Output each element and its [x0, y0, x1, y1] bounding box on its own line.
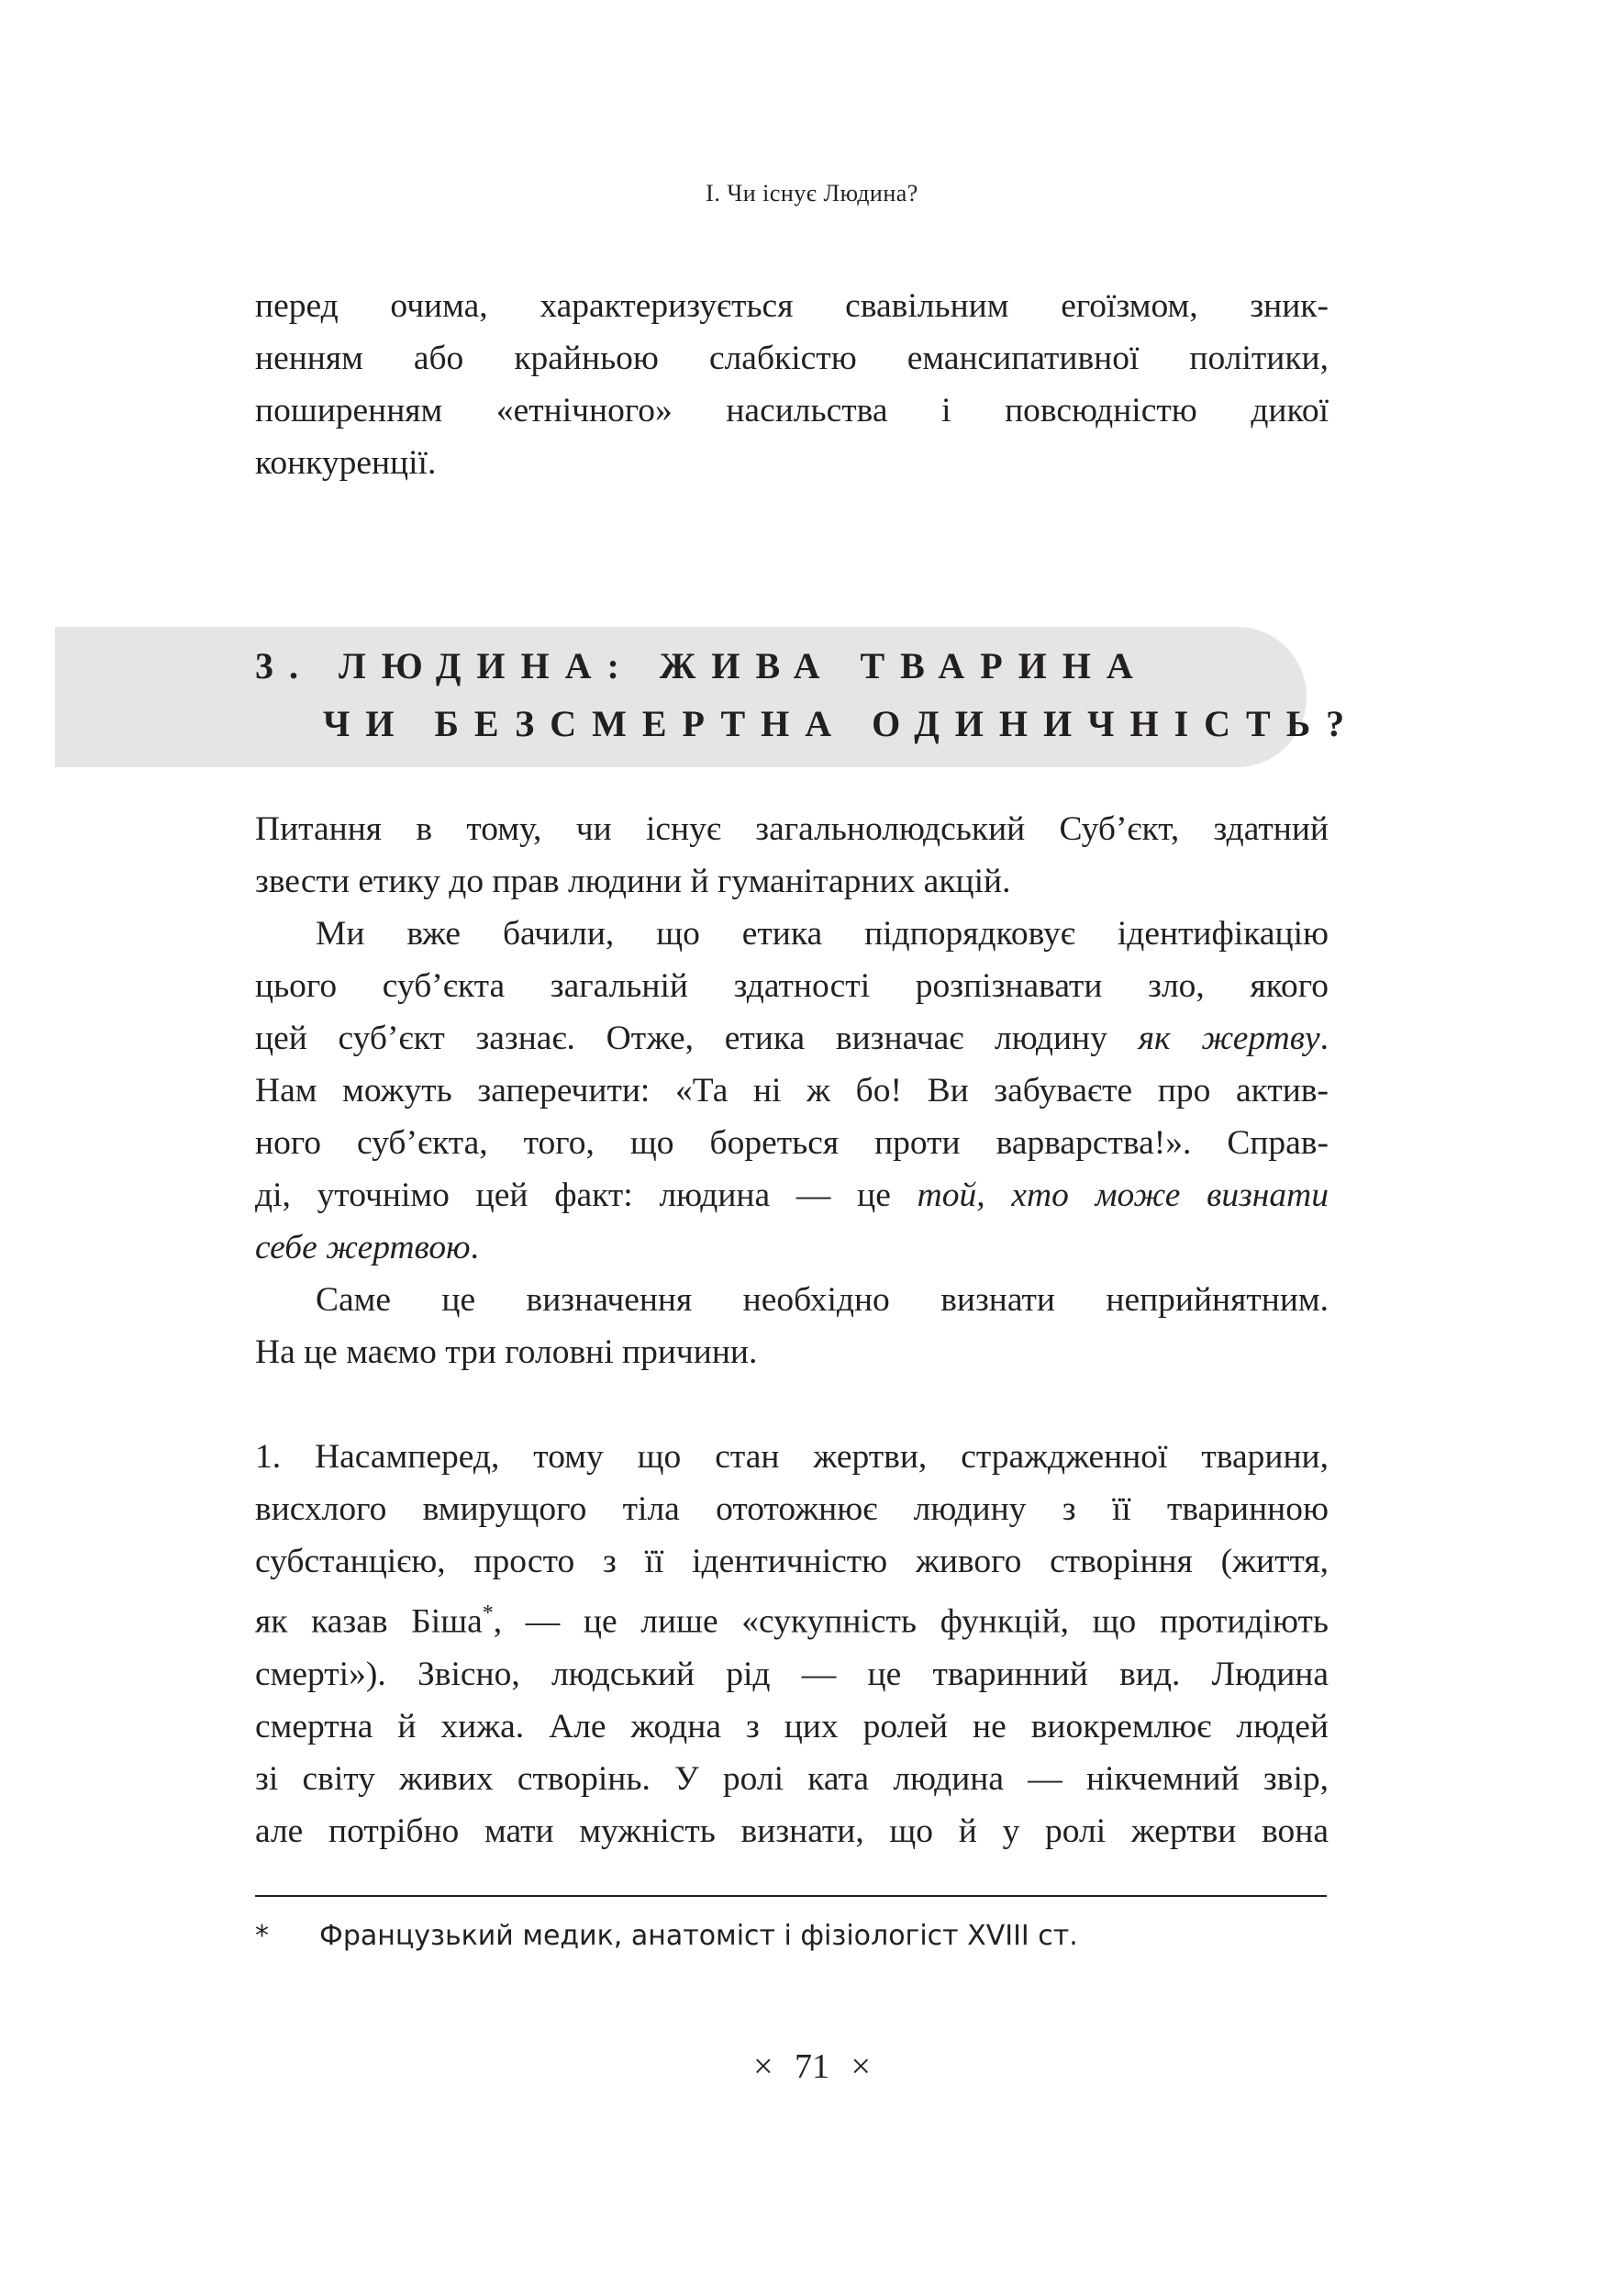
text-segment: , — це лише «сукупність функцій, що протидіють [493, 1602, 1329, 1641]
page-number [0, 2046, 1624, 2087]
paragraph-4 [255, 1431, 1329, 1857]
text-line: ного суб’єкта, того, що бореться проти варварства!». Справ- [255, 1124, 1329, 1162]
section-heading-line-1 [255, 644, 1149, 687]
italic-text: себе жертвою [255, 1229, 471, 1266]
text-line: звести етику до прав людини й гуманітарних акцій. [255, 863, 1011, 900]
footnote [255, 1920, 1078, 1952]
paragraph-1 [255, 803, 1329, 908]
paragraph-3 [255, 1274, 1329, 1378]
section-heading-line-2 [323, 702, 1360, 745]
text-line: 1. Насамперед, тому що стан жертви, страждженної тварини, [255, 1438, 1329, 1476]
text-line [255, 1221, 1329, 1274]
text-line: смертна й хижа. Але жодна з цих ролей не виокремлює людей [255, 1707, 1329, 1745]
text-line: зі світу живих створінь. У ролі ката людина — нікчемний звір, [255, 1759, 1329, 1798]
text-line: субстанцією, просто з її ідентичністю живого створіння (життя, [255, 1543, 1329, 1580]
text-line: Нам можуть заперечити: «Та ні ж бо! Ви забуваєте про актив- [255, 1072, 1329, 1110]
text-line [255, 1169, 1329, 1221]
text-line: Саме це визначення необхідно визнати неприйнятним. [316, 1281, 1329, 1319]
ornament-left-icon: × [753, 2047, 773, 2086]
running-head: I. Чи існує Людина? [706, 180, 918, 206]
text-line: Питання в тому, чи існує загальнолюдський Суб’єкт, здатний [255, 810, 1329, 848]
text-line [255, 1588, 1329, 1648]
text-line: висхлого вмирущого тіла ототожнює людину з її тваринною [255, 1490, 1329, 1528]
italic-text: той, хто може визнати [917, 1177, 1329, 1214]
page-number-value: 71 [795, 2047, 829, 2086]
text-line: смерті»). Звісно, людський рід — це тваринний вид. Людина [255, 1655, 1329, 1693]
footnote-text: Французький медик, анатоміст і фізіологіст XVIII ст. [319, 1920, 1078, 1952]
text-line: конкуренції. [255, 444, 437, 482]
text-line: ненням або крайньою слабкістю емансипативної політики, [255, 340, 1329, 377]
text-segment: ді, уточнімо цей факт: людина — це [255, 1177, 918, 1214]
section-title-line-1: ЛЮДИНА: ЖИВА ТВАРИНА [339, 645, 1149, 686]
italic-text: як жертву [1138, 1020, 1320, 1057]
text-line [255, 1012, 1329, 1065]
intro-paragraph [255, 280, 1329, 489]
text-line: поширенням «етнічного» насильства і повсюдністю дикої [255, 392, 1329, 429]
ornament-right-icon: × [851, 2047, 871, 2086]
text-line: але потрібно мати мужність визнати, що й у ролі жертви вона [255, 1812, 1329, 1850]
text-segment: цей суб’єкт зазнає. Отже, етика визначає людину [255, 1020, 1139, 1057]
text-segment: . [1319, 1020, 1329, 1057]
text-segment: як казав Біша [255, 1602, 483, 1641]
section-number: 3. [255, 645, 314, 686]
text-line: На це маємо три головні причини. [255, 1333, 758, 1371]
text-line: цього суб’єкта загальній здатності розпізнавати зло, якого [255, 967, 1329, 1005]
section-title-line-2: ЧИ БЕЗСМЕРТНА ОДИНИЧНІСТЬ? [323, 703, 1361, 744]
paragraph-2 [255, 908, 1329, 1274]
footnote-marker: * [255, 1920, 269, 1952]
text-segment: . [470, 1229, 479, 1266]
footnote-divider [255, 1895, 1327, 1897]
text-line: Ми вже бачили, що етика підпорядковує ідентифікацію [316, 915, 1329, 953]
footnote-reference[interactable]: * [482, 1601, 494, 1625]
text-line: перед очима, характеризується свавільним егоїзмом, зник- [255, 287, 1329, 325]
